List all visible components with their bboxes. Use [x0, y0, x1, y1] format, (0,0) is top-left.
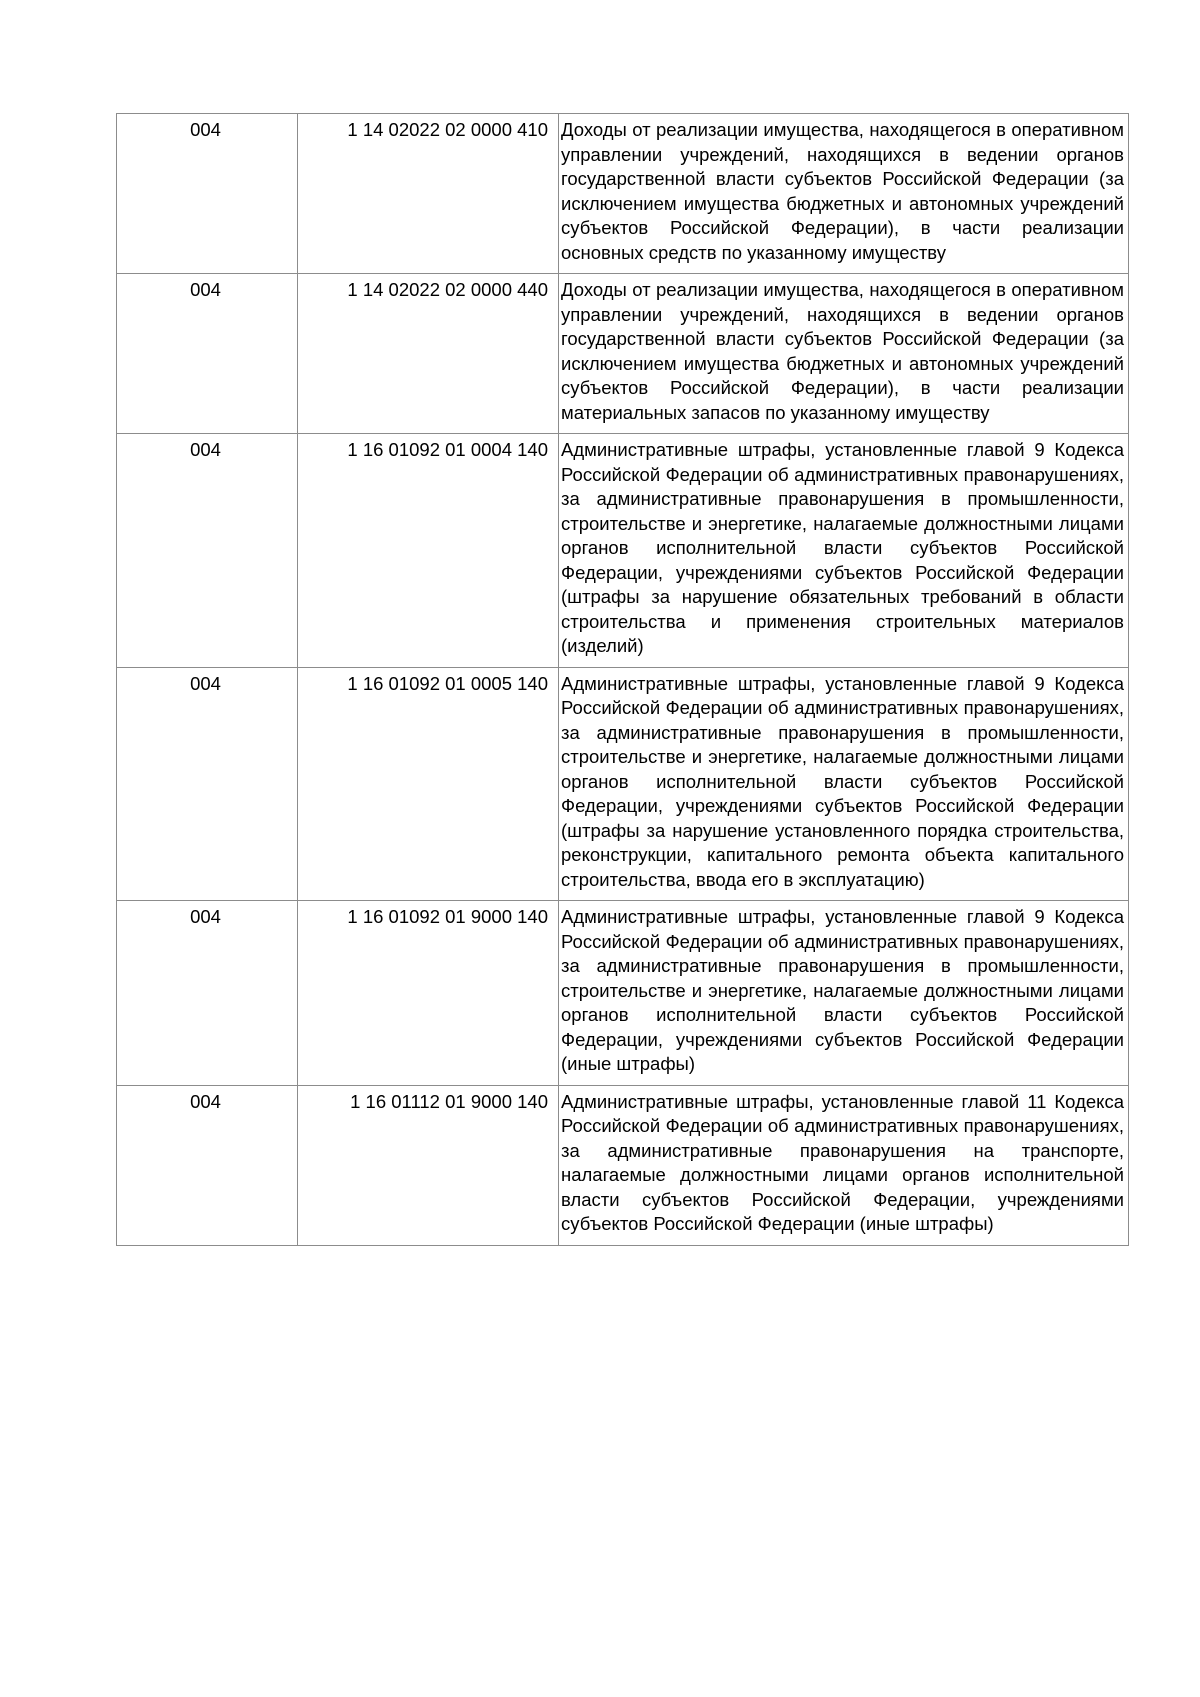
admin-code-cell: 004 — [117, 274, 298, 434]
table-row — [117, 274, 1129, 434]
revenue-code-cell: 1 16 01112 01 9000 140 — [298, 1085, 559, 1245]
admin-code-cell: 004 — [117, 667, 298, 901]
table-body — [117, 114, 1129, 1246]
revenue-code-cell: 1 16 01092 01 0004 140 — [298, 434, 559, 668]
table-row — [117, 1085, 1129, 1245]
revenue-name-cell: Доходы от реализации имущества, находящегося в оперативном управлении учреждений, находящихся в ведении органов государственной власти субъектов Российской Федерации (за исключением имущества бюджетных и автономных учреждений субъектов Российской Федерации), в части реализации основных средств по указанному имуществу — [559, 114, 1129, 274]
revenue-code-cell: 1 14 02022 02 0000 440 — [298, 274, 559, 434]
revenue-codes-table — [116, 113, 1129, 1246]
table-row — [117, 114, 1129, 274]
revenue-code-cell: 1 16 01092 01 0005 140 — [298, 667, 559, 901]
revenue-name-cell: Административные штрафы, установленные главой 9 Кодекса Российской Федерации об административных правонарушениях, за административные правонарушения в промышленности, строительстве и энергетике, налагаемые должностными лицами органов исполнительной власти субъектов Российской Федерации, учреждениями субъектов Российской Федерации (штрафы за нарушение установленного порядка строительства, реконструкции, капитального ремонта объекта капитального строительства, ввода его в эксплуатацию) — [559, 667, 1129, 901]
revenue-code-cell: 1 16 01092 01 9000 140 — [298, 901, 559, 1086]
table-row — [117, 434, 1129, 668]
revenue-name-cell: Административные штрафы, установленные главой 9 Кодекса Российской Федерации об административных правонарушениях, за административные правонарушения в промышленности, строительстве и энергетике, налагаемые должностными лицами органов исполнительной власти субъектов Российской Федерации, учреждениями субъектов Российской Федерации (иные штрафы) — [559, 901, 1129, 1086]
table-row — [117, 901, 1129, 1086]
admin-code-cell: 004 — [117, 434, 298, 668]
revenue-code-cell: 1 14 02022 02 0000 410 — [298, 114, 559, 274]
admin-code-cell: 004 — [117, 114, 298, 274]
revenue-name-cell: Административные штрафы, установленные главой 9 Кодекса Российской Федерации об административных правонарушениях, за административные правонарушения в промышленности, строительстве и энергетике, налагаемые должностными лицами органов исполнительной власти субъектов Российской Федерации, учреждениями субъектов Российской Федерации (штрафы за нарушение обязательных требований в области строительства и применения строительных материалов (изделий) — [559, 434, 1129, 668]
admin-code-cell: 004 — [117, 901, 298, 1086]
admin-code-cell: 004 — [117, 1085, 298, 1245]
revenue-name-cell: Административные штрафы, установленные главой 11 Кодекса Российской Федерации об административных правонарушениях, за административные правонарушения на транспорте, налагаемые должностными лицами органов исполнительной власти субъектов Российской Федерации, учреждениями субъектов Российской Федерации (иные штрафы) — [559, 1085, 1129, 1245]
revenue-name-cell: Доходы от реализации имущества, находящегося в оперативном управлении учреждений, находящихся в ведении органов государственной власти субъектов Российской Федерации (за исключением имущества бюджетных и автономных учреждений субъектов Российской Федерации), в части реализации материальных запасов по указанному имуществу — [559, 274, 1129, 434]
table-row — [117, 667, 1129, 901]
